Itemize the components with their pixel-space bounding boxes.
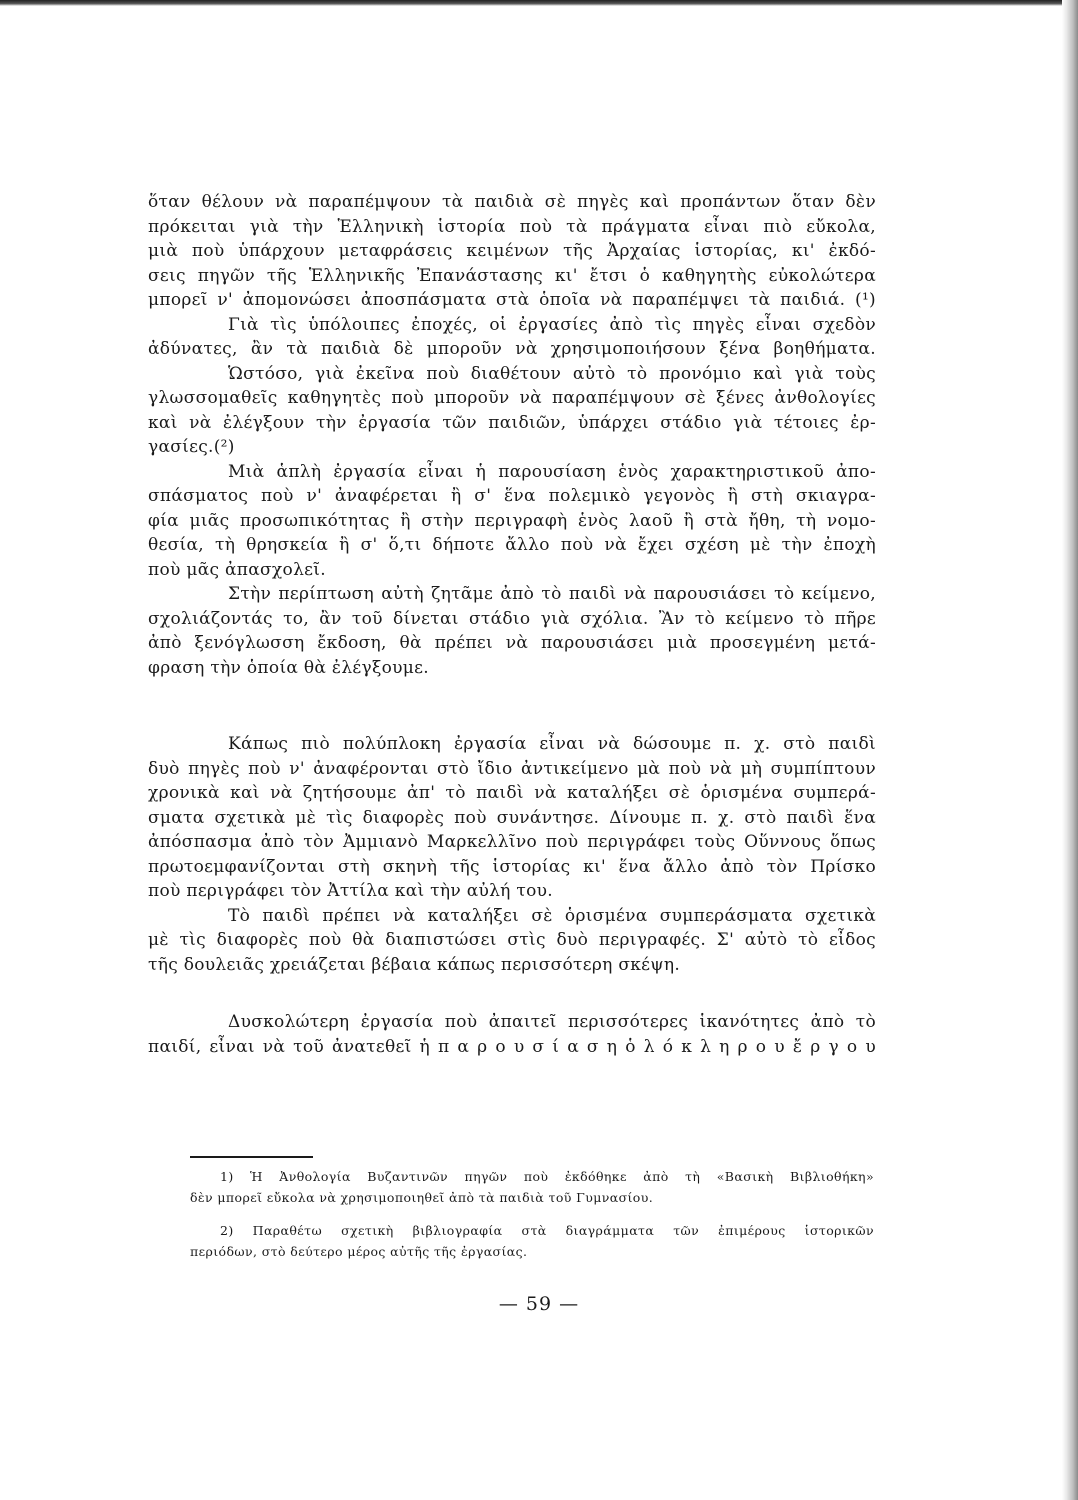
footnote-line: 1) Ἡ Ἀνθολογία Βυζαντινῶν πηγῶν ποὺ ἐκδόθηκε ἀπὸ τὴ «Βασικὴ Βιβλιοθήκη» (220, 1169, 874, 1184)
text-line: καὶ νὰ ἐλέγξουν τὴν ἐργασία τῶν παιδιῶν, ὑπάρχει στάδιο γιὰ τέτοιες ἐρ- (148, 412, 876, 433)
text-line: πρωτοεμφανίζονται στὴ σκηνὴ τῆς ἱστορίας κι' ἕνα ἄλλο ἀπὸ τὸν Πρίσκο (148, 856, 876, 877)
text-line: Δυσκολώτερη ἐργασία ποὺ ἀπαιτεῖ περισσότερες ἱκανότητες ἀπὸ τὸ (228, 1012, 876, 1032)
text-line: χρονικὰ καὶ νὰ ζητήσουμε ἀπ' τὸ παιδὶ νὰ καταλήξει σὲ ὁρισμένα συμπερά- (148, 783, 876, 803)
paragraph-gap (148, 680, 876, 732)
footnote-rule (190, 1156, 313, 1158)
text-line: φραση τὴν ὁποία θὰ ἐλέγξουμε. (148, 657, 429, 678)
text-line: γασίες.(²) (148, 437, 235, 457)
footnote-line: δὲν μπορεῖ εὔκολα νὰ χρησιμοποιηθεῖ ἀπὸ τὰ παιδιὰ τοῦ Γυμνασίου. (190, 1190, 654, 1205)
text-line: φία μιᾶς προσωπικότητας ἢ στὴν περιγραφὴ ἑνὸς λαοῦ ἢ στὰ ἤθη, τὴ νομο- (148, 510, 876, 531)
scan-top-edge (0, 0, 1078, 6)
footnote-line: περιόδων, στὸ δεύτερο μέρος αὐτῆς τῆς ἐργασίας. (190, 1244, 528, 1259)
footnote-line: 2) Παραθέτω σχετικὴ βιβλιογραφία στὰ διαγράμματα τῶν ἐπιμέρους ἱστορικῶν (220, 1223, 874, 1238)
body-text (148, 190, 876, 1059)
footnote-gap (190, 1208, 874, 1220)
text-line: τῆς δουλειᾶς χρειάζεται βέβαια κάπως περισσότερη σκέψη. (148, 954, 681, 975)
text-line: Ὡστόσο, γιὰ ἐκεῖνα ποὺ διαθέτουν αὐτὸ τὸ προνόμιο καὶ γιὰ τοὺς (228, 363, 876, 384)
footnotes (190, 1166, 874, 1262)
text-line: παιδί, εἶναι νὰ τοῦ ἀνατεθεῖ ἡ π α ρ ο υ σ ί α σ η ὁ λ ό κ λ η ρ ο υ ἔ ρ γ ο υ (148, 1036, 876, 1057)
text-line: Στὴν περίπτωση αὐτὴ ζητᾶμε ἀπὸ τὸ παιδὶ νὰ παρουσιάσει τὸ κείμενο, (228, 584, 876, 604)
text-line: Τὸ παιδὶ πρέπει νὰ καταλήξει σὲ ὁρισμένα συμπεράσματα σχετικὰ (228, 905, 876, 926)
text-line: ποὺ μᾶς ἀπασχολεῖ. (148, 559, 326, 580)
page-number: — 59 — (498, 1293, 580, 1315)
text-line: μπορεῖ ν' ἀπομονώσει ἀποσπάσματα στὰ ὁποῖα νὰ παραπέμψει τὰ παιδιά. (¹) (148, 290, 876, 310)
text-line: ἀδύνατες, ἂν τὰ παιδιὰ δὲ μποροῦν νὰ χρησιμοποιήσουν ξένα βοηθήματα. (148, 339, 876, 359)
text-line: ποὺ περιγράφει τὸν Ἀττίλα καὶ τὴν αὐλή του. (148, 881, 553, 901)
text-line: δυὸ πηγὲς ποὺ ν' ἀναφέρονται στὸ ἴδιο ἀντικείμενο μὰ ποὺ νὰ μὴ συμπίπτουν (148, 758, 876, 779)
text-line: θεσία, τὴ θρησκεία ἢ σ' ὅ,τι δήποτε ἄλλο ποὺ νὰ ἔχει σχέση μὲ τὴν ἐποχὴ (148, 535, 876, 555)
text-line: ἀπὸ ξενόγλωσση ἔκδοση, θὰ πρέπει νὰ παρουσιάσει μιὰ προσεγμένη μετά- (148, 633, 876, 653)
text-line: μιὰ ποὺ ὑπάρχουν μεταφράσεις κειμένων τῆς Ἀρχαίας ἱστορίας, κι' ἐκδό- (148, 241, 876, 261)
text-line: ὅταν θέλουν νὰ παραπέμψουν τὰ παιδιὰ σὲ πηγὲς καὶ προπάντων ὅταν δὲν (148, 192, 876, 212)
paragraph-gap (148, 977, 876, 1010)
text-line: πρόκειται γιὰ τὴν Ἑλληνικὴ ἱστορία ποὺ τὰ πράγματα εἶναι πιὸ εὔκολα, (148, 216, 876, 237)
text-line: σπάσματος ποὺ ν' ἀναφέρεται ἢ σ' ἕνα πολεμικὸ γεγονὸς ἢ στὴ σκιαγρα- (148, 486, 876, 506)
text-line: σεις πηγῶν τῆς Ἑλληνικῆς Ἐπανάστασης κι' ἔτσι ὁ καθηγητὴς εὐκολώτερα (148, 265, 876, 286)
scan-right-edge (1062, 0, 1078, 1500)
text-line: Κάπως πιὸ πολύπλοκη ἐργασία εἶναι νὰ δώσουμε π. χ. στὸ παιδὶ (228, 734, 876, 754)
text-line: μὲ τὶς διαφορὲς ποὺ θὰ διαπιστώσει στὶς δυὸ περιγραφές. Σ' αὐτὸ τὸ εἶδος (148, 930, 876, 950)
text-line: γλωσσομαθεῖς καθηγητὲς ποὺ μποροῦν νὰ παραπέμψουν σὲ ξένες ἀνθολογίες (148, 388, 876, 408)
text-line: Γιὰ τὶς ὑπόλοιπες ἐποχές, οἱ ἐργασίες ἀπὸ τὶς πηγὲς εἶναι σχεδὸν (228, 314, 876, 335)
text-line: ἀπόσπασμα ἀπὸ τὸν Ἀμμιανὸ Μαρκελλῖνο ποὺ περιγράφει τοὺς Οὕννους ὅπως (148, 832, 876, 852)
text-line: σχολιάζοντάς το, ἂν τοῦ δίνεται στάδιο γιὰ σχόλια. Ἂν τὸ κείμενο τὸ πῆρε (148, 608, 876, 629)
text-line: Μιὰ ἁπλὴ ἐργασία εἶναι ἡ παρουσίαση ἑνὸς χαρακτηριστικοῦ ἀπο- (228, 461, 876, 482)
text-line: σματα σχετικὰ μὲ τὶς διαφορὲς ποὺ συνάντησε. Δίνουμε π. χ. στὸ παιδὶ ἕνα (148, 807, 876, 828)
